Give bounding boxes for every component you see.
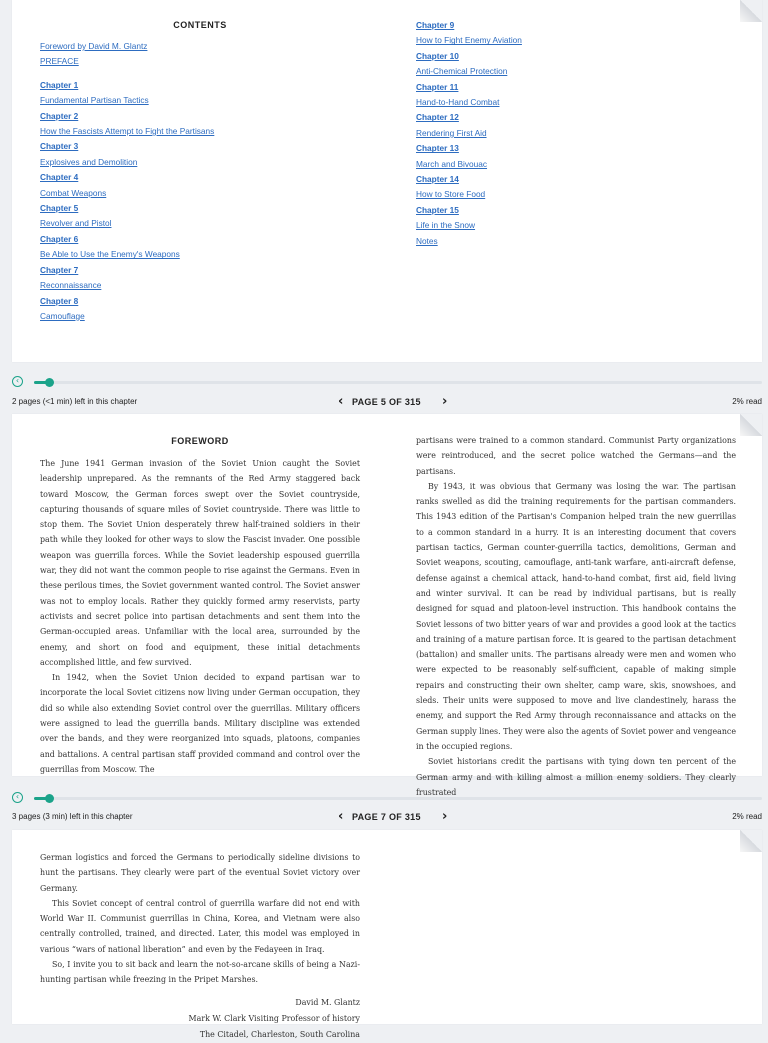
toc-chapter-link[interactable]: Chapter 5 — [40, 203, 79, 214]
page-number: PAGE 7 OF 315 — [352, 812, 421, 822]
foreword-title: FOREWORD — [171, 436, 229, 446]
toc-link[interactable]: Rendering First Aid — [416, 127, 487, 138]
toc-link[interactable]: Fundamental Partisan Tactics — [40, 95, 149, 106]
paragraph: partisans were trained to a common standard. Communist Party organizations were reintroduced, and the secret police watched the Germans—and the partisans. — [416, 436, 736, 476]
foreword-continued-page — [12, 830, 762, 1039]
toc-link[interactable]: PREFACE — [40, 56, 79, 67]
toc-chapter-link[interactable]: Chapter 10 — [416, 50, 459, 61]
toc-link[interactable]: Explosives and Demolition — [40, 156, 138, 167]
paragraph: In 1942, when the Soviet Union decided to expand partisan war to incorporate the local Soviet citizens now living under German occupation, they did so while also extending Soviet control over the guerrillas. Military officers were assigned to lead the guerrilla bands. Military discipline was extended over the bands, and they were reorganized into squads, platoons, companies and battalions. A central partisan staff provided command and control over the guerrillas from Moscow. The — [40, 673, 360, 774]
page-navigator — [330, 395, 446, 411]
toc-chapter-link[interactable]: Chapter 3 — [40, 141, 79, 152]
toc-chapter-link[interactable]: Chapter 9 — [416, 20, 455, 30]
signature-line: The Citadel, Charleston, South Carolina — [199, 1029, 360, 1039]
toc-link[interactable]: Revolver and Pistol — [40, 218, 112, 229]
chapter-time-left: 3 pages (3 min) left in this chapter — [12, 812, 133, 821]
foreword-page — [12, 414, 762, 797]
percent-read: 2% read — [732, 812, 762, 821]
toc-link[interactable]: How to Store Food — [416, 189, 486, 200]
toc-link[interactable]: Life in the Snow — [416, 220, 476, 231]
toc-chapter-link[interactable]: Chapter 14 — [416, 174, 459, 185]
foreword-end-column — [40, 850, 360, 988]
page-curl-icon — [740, 414, 762, 436]
foreword-left-column — [40, 456, 360, 777]
progress-bar[interactable] — [12, 376, 762, 390]
percent-read: 2% read — [732, 397, 762, 406]
signature-block — [40, 995, 360, 1043]
toc-chapter-link[interactable]: Chapter 1 — [40, 79, 79, 90]
toc-right-column — [416, 18, 736, 249]
toc-link[interactable]: Combat Weapons — [40, 187, 107, 198]
signature-line: David M. Glantz — [295, 997, 360, 1007]
toc-chapter-link[interactable]: Chapter 11 — [416, 81, 459, 92]
progress-knob[interactable] — [45, 794, 54, 803]
back-circle-icon[interactable]: ‹ — [12, 376, 23, 387]
toc-link[interactable]: March and Bivouac — [416, 158, 488, 169]
progress-knob[interactable] — [45, 378, 54, 387]
toc-link[interactable]: Foreword by David M. Glantz — [40, 41, 148, 51]
chevron-right-icon[interactable]: › — [442, 809, 448, 824]
toc-chapter-link[interactable]: Chapter 8 — [40, 295, 79, 306]
page-number: PAGE 5 OF 315 — [352, 397, 421, 407]
progress-bar[interactable] — [12, 792, 762, 806]
toc-chapter-link[interactable]: Chapter 4 — [40, 172, 79, 183]
paragraph: By 1943, it was obvious that Germany was losing the war. The partisan ranks swelled as did the training requirements for the partisan commanders. This 1943 edition of the Partisan's Companion helped train the new guerrillas to a common standard in a hurry. It is an interesting document that covers partisan tactics, German counter-guerrilla tactics, demolitions, German and Soviet weapons, scouting, camouflage, anti-tank warfare, anti-aircraft defense, defense against a chemical attack, hand-to-hand combat, first aid, field living and winter survival. It can be read by individual partisans, but is really designed for squad and platoon-level instruction. This handbook contains the Soviet lessons of two bitter years of war and provides a good look at the tactics and training of a mature partisan force. It is geared to the partisan detachment (battalion) and smaller units. The partisans already were men and women who were expected to be reasonably self-sufficient, capable of making simple repairs and constructing their own shelter, camp ware, skis, snowshoes, and sleds. Their units were supposed to move and live clandestinely, harass the enemy, and support the Red Army through reconnaissance and attacks on the German supply lines. They were also the agents of Soviet power and vengeance in the occupied regions. — [416, 481, 736, 751]
chevron-right-icon[interactable]: › — [442, 394, 448, 409]
toc-chapter-link[interactable]: Chapter 2 — [40, 110, 79, 121]
foreword-right-column — [416, 433, 736, 800]
toc-link[interactable]: Notes — [416, 235, 438, 246]
page-navigator — [330, 810, 446, 826]
paragraph: The June 1941 German invasion of the Soviet Union caught the Soviet leadership unprepared. As the remnants of the Red Army staggered back toward Moscow, the German forces swept over the Soviet countryside, capturing thousands of square miles of Soviet countryside. There was little to stop them. The Soviet Union desperately threw half-trained soldiers in their path while they looked for other ways to slow the Fascist invader. One possible weapon was guerrilla forces. While the Soviet leadership espoused guerrilla war, they did not want the common people to rise against the Germans. Even in these perilous times, the Soviet government wanted control. The Soviet answer was not to employ locals. Rather they quickly formed army reservists, party activists and secret police into partisan detachments and sent them into the German-occupied areas. Unfamiliar with the local area, surrounded by the enemy, and short on food and equipment, these initial detachments accomplished little, and few survived. — [40, 459, 360, 667]
toc-chapter-link[interactable]: Chapter 15 — [416, 204, 459, 215]
toc-chapter-link[interactable]: Chapter 13 — [416, 143, 459, 154]
toc-chapter-link[interactable]: Chapter 6 — [40, 233, 79, 244]
toc-link[interactable]: Camouflage — [40, 310, 85, 321]
toc-link[interactable]: Be Able to Use the Enemy's Weapons — [40, 249, 180, 260]
progress-track[interactable] — [34, 381, 762, 384]
paragraph: Soviet historians credit the partisans with tying down ten percent of the German army and with killing almost a million enemy soldiers. They clearly frustrated — [416, 757, 736, 797]
page-curl-icon — [740, 0, 762, 22]
chevron-left-icon[interactable]: ‹ — [338, 394, 344, 409]
chevron-left-icon[interactable]: ‹ — [338, 809, 344, 824]
toc-link[interactable]: Hand-to-Hand Combat — [416, 97, 500, 108]
toc-link[interactable]: How the Fascists Attempt to Fight the Partisans — [40, 126, 215, 137]
paragraph: This Soviet concept of central control of guerrilla warfare did not end with World War II. Communist guerrillas in China, Korea, and Vietnam were also centrally controlled, trained, and directed. Later, this model was employed in various “wars of national liberation” and even by the Fedayeen in Iraq. — [40, 898, 360, 954]
toc-chapter-link[interactable]: Chapter 7 — [40, 264, 79, 275]
status-bar — [12, 395, 762, 411]
contents-page — [12, 0, 762, 362]
chapter-time-left: 2 pages (<1 min) left in this chapter — [12, 397, 138, 406]
toc-left-column — [40, 39, 360, 324]
progress-track[interactable] — [34, 797, 762, 800]
toc-link[interactable]: Anti-Chemical Protection — [416, 66, 508, 77]
back-circle-icon[interactable]: ‹ — [12, 792, 23, 803]
toc-link[interactable]: Reconnaissance — [40, 280, 102, 291]
paragraph: German logistics and forced the Germans to periodically sideline divisions to hunt the partisans. They clearly were part of the eventual Soviet victory over Germany. — [40, 853, 360, 893]
contents-title: CONTENTS — [173, 20, 227, 30]
toc-link[interactable]: How to Fight Enemy Aviation — [416, 35, 522, 46]
signature-line: Mark W. Clark Visiting Professor of history — [188, 1013, 360, 1023]
page-curl-icon — [740, 830, 762, 852]
toc-chapter-link[interactable]: Chapter 12 — [416, 112, 459, 123]
paragraph: So, I invite you to sit back and learn the not-so-arcane skills of being a Nazi-hunting partisan while freezing in the Pripet Marshes. — [40, 960, 360, 985]
status-bar — [12, 810, 762, 826]
